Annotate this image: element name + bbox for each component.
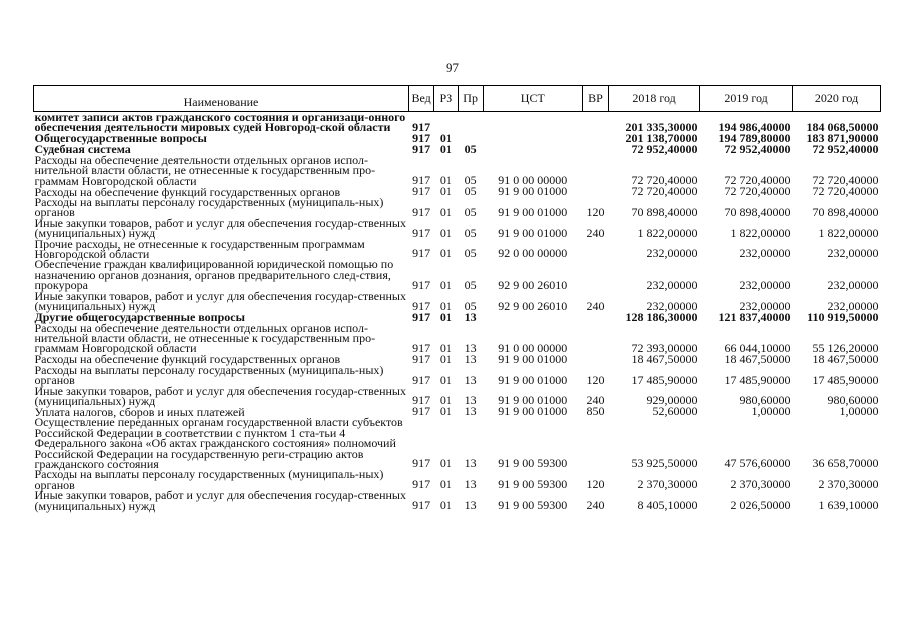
row-pr: 05 <box>464 184 477 199</box>
header-2019: 2019 год <box>700 86 793 112</box>
row-2019: 194 986,40000 <box>718 119 791 134</box>
row-rz: 01 <box>439 204 452 219</box>
row-pr: 13 <box>464 372 477 387</box>
row-2018: 201 138,70000 <box>625 130 698 145</box>
header-vr: ВР <box>582 86 608 112</box>
row-2018: 1 822,00000 <box>637 225 698 240</box>
row-2019: 232,00000 <box>739 298 791 313</box>
row-cst: 92 9 00 26010 <box>498 277 568 292</box>
row-2019: 1,00000 <box>751 404 791 419</box>
row-name: Расходы на выплаты персоналу государственных (муниципаль-ных) органов <box>34 195 384 220</box>
row-vr <box>582 312 608 323</box>
row-pr: 13 <box>464 351 477 366</box>
row-cst: 91 0 00 00000 <box>498 340 568 355</box>
row-cst: 92 9 00 26010 <box>498 298 568 313</box>
row-ved: 917 <box>412 372 431 387</box>
row-2018: 232,00000 <box>646 277 698 292</box>
header-rz: РЗ <box>434 86 458 112</box>
row-2019: 70 898,40000 <box>724 204 791 219</box>
row-name: Судебная система <box>34 142 131 157</box>
row-2019: 17 485,90000 <box>724 372 791 387</box>
row-rz: 01 <box>439 340 452 355</box>
table-row <box>34 291 881 312</box>
row-2018: 52,60000 <box>652 404 698 419</box>
row-pr <box>458 112 483 133</box>
row-ved: 917 <box>412 277 431 292</box>
row-2020: 184 068,50000 <box>806 119 879 134</box>
row-pr: 05 <box>464 141 477 156</box>
row-2019: 72 720,40000 <box>724 184 791 199</box>
row-pr: 05 <box>464 225 477 240</box>
row-vr <box>582 417 608 469</box>
table-row <box>34 112 881 133</box>
row-ved: 917 <box>412 309 431 324</box>
table-row <box>34 417 881 469</box>
row-2020: 72 720,40000 <box>812 184 879 199</box>
row-2019: 232,00000 <box>739 246 791 261</box>
row-vr <box>582 259 608 290</box>
row-name: Расходы на обеспечение деятельности отдельных органов испол-нительной власти области, не отнесенные к государственным про-граммам Новгородской области <box>34 320 376 356</box>
row-2020: 232,00000 <box>827 277 879 292</box>
row-ved: 917 <box>412 456 431 471</box>
row-name: Другие общегосударственные вопросы <box>34 310 245 325</box>
row-ved: 917 <box>412 393 431 408</box>
row-cst <box>483 112 582 133</box>
budget-table <box>33 85 881 511</box>
row-rz: 01 <box>439 309 452 324</box>
table-row <box>34 365 881 386</box>
row-cst: 91 9 00 59300 <box>498 456 568 471</box>
row-ved: 917 <box>412 351 431 366</box>
row-2020: 55 126,20000 <box>812 340 879 355</box>
row-rz: 01 <box>439 298 452 313</box>
row-name: Расходы на обеспечение деятельности отдельных органов испол-нительной власти области, не отнесенные к государственным про-граммам Новгородской области <box>34 152 376 188</box>
row-name: Иные закупки товаров, работ и услуг для обеспечения государ-ственных (муниципальных) нужд <box>34 215 406 241</box>
row-vr: 240 <box>586 498 605 512</box>
row-ved: 917 <box>412 141 431 156</box>
row-2020: 1 639,10000 <box>818 498 879 512</box>
header-name: Наименование <box>34 86 409 112</box>
table-header <box>34 86 881 112</box>
row-2018: 232,00000 <box>646 246 698 261</box>
row-vr <box>582 112 608 133</box>
row-2019: 121 837,40000 <box>718 309 791 324</box>
row-2018: 929,00000 <box>646 393 698 408</box>
row-rz: 01 <box>439 277 452 292</box>
row-rz: 01 <box>439 456 452 471</box>
row-cst: 91 9 00 59300 <box>498 498 568 512</box>
row-2019: 18 467,50000 <box>724 351 791 366</box>
row-ved: 917 <box>412 225 431 240</box>
row-rz: 01 <box>439 477 452 492</box>
row-2019: 72 952,40000 <box>724 141 791 156</box>
row-ved: 917 <box>412 184 431 199</box>
row-2018: 53 925,50000 <box>631 456 698 471</box>
row-2018: 18 467,50000 <box>631 351 698 366</box>
row-vr <box>582 239 608 260</box>
row-pr: 05 <box>464 173 477 188</box>
row-cst: 91 9 00 01000 <box>498 393 568 408</box>
row-ved: 917 <box>412 404 431 419</box>
row-2018: 72 393,00000 <box>631 340 698 355</box>
row-rz: 01 <box>439 184 452 199</box>
row-2020: 72 952,40000 <box>812 141 879 156</box>
row-vr <box>582 133 608 144</box>
row-ved: 917 <box>412 477 431 492</box>
row-2018: 70 898,40000 <box>631 204 698 219</box>
row-name: Прочие расходы, не отнесенные к государственным программам Новгородской области <box>34 236 365 262</box>
row-pr: 13 <box>464 340 477 355</box>
row-2020: 2 370,30000 <box>818 477 879 492</box>
row-ved: 917 <box>412 204 431 219</box>
row-rz: 01 <box>439 130 452 145</box>
row-vr <box>582 323 608 354</box>
row-2019: 1 822,00000 <box>730 225 791 240</box>
row-2018: 72 720,40000 <box>631 173 698 188</box>
row-vr: 240 <box>586 225 605 240</box>
row-vr: 850 <box>586 404 605 419</box>
row-cst: 91 9 00 01000 <box>498 184 568 199</box>
row-name: Уплата налогов, сборов и иных платежей <box>34 404 245 419</box>
row-name: Общегосударственные вопросы <box>34 131 207 146</box>
row-2020: 980,60000 <box>827 393 879 408</box>
row-2020: 232,00000 <box>827 298 879 313</box>
row-name: Расходы на обеспечение функций государственных органов <box>34 352 341 367</box>
row-vr: 120 <box>586 204 605 219</box>
row-cst: 91 9 00 59300 <box>498 477 568 492</box>
row-vr <box>582 155 608 186</box>
row-cst: 92 0 00 00000 <box>498 246 568 261</box>
row-cst: 91 9 00 01000 <box>498 225 568 240</box>
row-vr: 120 <box>586 477 605 492</box>
page-number: 97 <box>446 60 459 75</box>
row-2018: 8 405,10000 <box>637 498 698 512</box>
row-vr: 240 <box>586 298 605 313</box>
row-ved: 917 <box>412 498 431 512</box>
row-rz: 01 <box>439 498 452 512</box>
row-2020: 183 871,90000 <box>806 130 879 145</box>
row-vr: 120 <box>586 372 605 387</box>
row-cst: 91 0 00 00000 <box>498 173 568 188</box>
row-name: Иные закупки товаров, работ и услуг для обеспечения государ-ственных (муниципальных) нужд <box>34 383 406 408</box>
row-2019: 194 789,80000 <box>718 130 791 145</box>
row-2019: 72 720,40000 <box>724 173 791 188</box>
row-vr <box>582 186 608 197</box>
row-pr: 13 <box>464 456 477 471</box>
row-name: комитет записи актов гражданского состояния и организаци-онного обеспечения деятельности мировых судей Новгород-ской области <box>34 110 406 135</box>
row-rz: 01 <box>439 173 452 188</box>
table-body <box>34 112 881 512</box>
row-rz: 01 <box>439 393 452 408</box>
row-pr: 13 <box>464 309 477 324</box>
row-rz: 01 <box>439 246 452 261</box>
row-pr: 13 <box>464 477 477 492</box>
row-2018: 232,00000 <box>646 298 698 313</box>
row-2018: 128 186,30000 <box>625 309 698 324</box>
row-rz: 01 <box>439 141 452 156</box>
row-name: Осуществление переданных органам государственной власти субъектов Российской Федерации в соответствии с пунктом 1 ста-тьи 4 Федерального закона «Об актах гражданского состояния» полномочий Российской Федерации на государственную реги-страцию актов гражданского состояния <box>34 415 403 471</box>
row-pr: 05 <box>464 246 477 261</box>
row-2020: 36 658,70000 <box>812 456 879 471</box>
row-pr: 13 <box>464 404 477 419</box>
table-row <box>34 155 881 186</box>
row-2020: 17 485,90000 <box>812 372 879 387</box>
row-rz: 01 <box>439 404 452 419</box>
row-ved: 917 <box>412 119 431 134</box>
header-cst: ЦСТ <box>483 86 582 112</box>
row-rz: 01 <box>439 351 452 366</box>
row-pr: 13 <box>464 393 477 408</box>
header-pr: Пр <box>458 86 483 112</box>
row-2019: 2 370,30000 <box>730 477 791 492</box>
row-2019: 980,60000 <box>739 393 791 408</box>
row-name: Иные закупки товаров, работ и услуг для обеспечения государ-ственных (муниципальных) нужд <box>34 288 406 314</box>
row-cst: 91 9 00 01000 <box>498 351 568 366</box>
row-2018: 201 335,30000 <box>625 119 698 134</box>
row-2018: 72 952,40000 <box>631 141 698 156</box>
row-2019: 232,00000 <box>739 277 791 292</box>
table-row <box>34 323 881 354</box>
table-row <box>34 386 881 407</box>
row-2020: 1,00000 <box>839 404 879 419</box>
row-cst: 91 9 00 01000 <box>498 404 568 419</box>
row-ved: 917 <box>412 246 431 261</box>
table-row <box>34 218 881 239</box>
row-rz: 01 <box>439 372 452 387</box>
table-row <box>34 490 881 511</box>
table-row <box>34 197 881 218</box>
row-vr <box>582 144 608 155</box>
row-cst <box>483 133 582 144</box>
row-2019: 2 026,50000 <box>730 498 791 512</box>
row-pr: 05 <box>464 298 477 313</box>
table-row <box>34 259 881 290</box>
header-2018: 2018 год <box>609 86 700 112</box>
row-name: Иные закупки товаров, работ и услуг для обеспечения государ-ственных (муниципальных) нужд <box>34 488 406 513</box>
table-row <box>34 239 881 260</box>
row-2020: 1 822,00000 <box>818 225 879 240</box>
row-cst: 91 9 00 01000 <box>498 372 568 387</box>
row-2020: 110 919,50000 <box>807 309 879 324</box>
row-pr: 05 <box>464 277 477 292</box>
row-pr: 05 <box>464 204 477 219</box>
row-cst <box>483 144 582 155</box>
header-ved: Вед <box>408 86 433 112</box>
row-ved: 917 <box>412 298 431 313</box>
row-2020: 70 898,40000 <box>812 204 879 219</box>
row-rz: 01 <box>439 225 452 240</box>
row-cst: 91 9 00 01000 <box>498 204 568 219</box>
table-row <box>34 469 881 490</box>
row-2020: 18 467,50000 <box>812 351 879 366</box>
row-2019: 66 044,10000 <box>724 340 791 355</box>
row-name: Расходы на выплаты персоналу государственных (муниципаль-ных) органов <box>34 362 384 388</box>
row-2018: 2 370,30000 <box>637 477 698 492</box>
row-2020: 72 720,40000 <box>812 173 879 188</box>
row-2020: 232,00000 <box>827 246 879 261</box>
row-vr: 240 <box>586 393 605 408</box>
row-name: Расходы на обеспечение функций государственных органов <box>34 184 341 199</box>
row-2018: 17 485,90000 <box>631 372 698 387</box>
row-name: Обеспечение граждан квалифицированной юридической помощью по назначению органов дознания, органов предварительного след-ствия, прокурора <box>34 257 394 293</box>
row-pr: 13 <box>464 498 477 512</box>
row-name: Расходы на выплаты персоналу государственных (муниципаль-ных) органов <box>34 467 384 492</box>
row-rz <box>434 112 458 133</box>
row-2019: 47 576,60000 <box>724 456 791 471</box>
row-cst <box>483 312 582 323</box>
row-ved: 917 <box>412 340 431 355</box>
row-ved: 917 <box>412 130 431 145</box>
row-2018: 72 720,40000 <box>631 184 698 199</box>
header-2020: 2020 год <box>793 86 881 112</box>
row-ved: 917 <box>412 173 431 188</box>
row-vr <box>582 354 608 365</box>
